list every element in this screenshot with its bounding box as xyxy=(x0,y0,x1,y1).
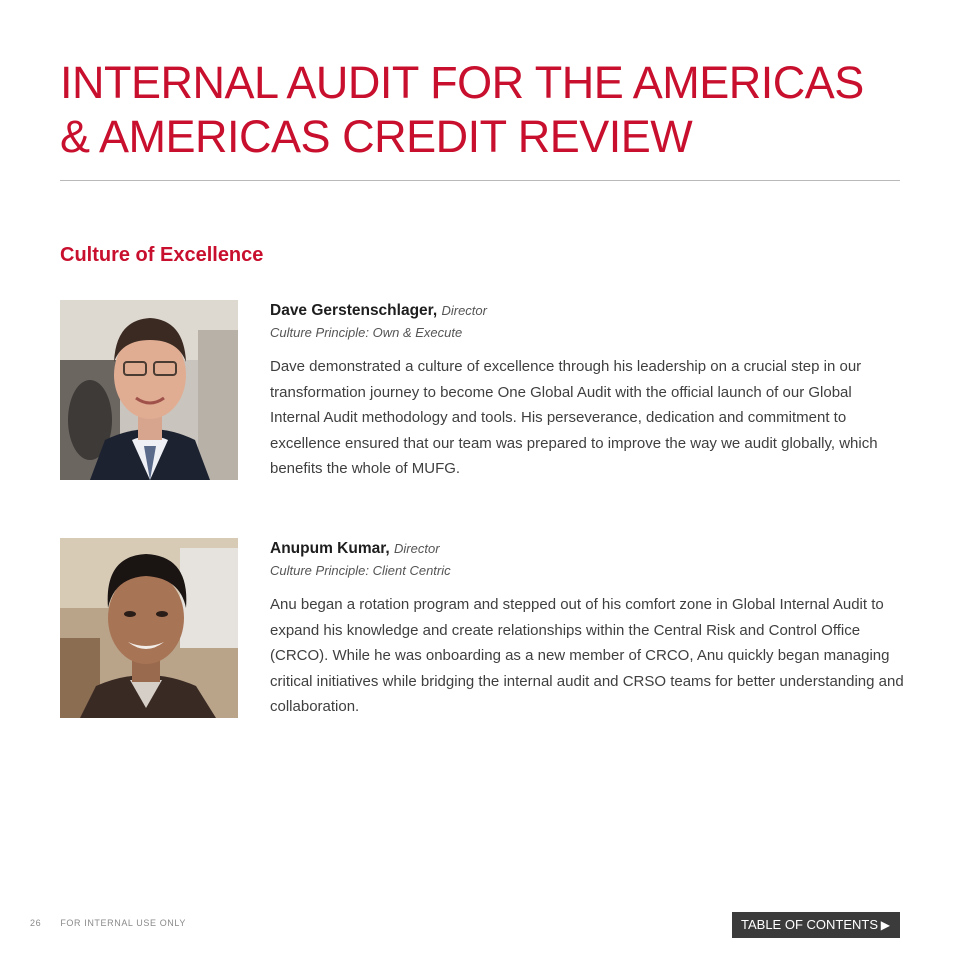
profile-bio xyxy=(270,300,905,482)
classification-label: FOR INTERNAL USE ONLY xyxy=(60,918,186,928)
profile-name-line xyxy=(270,300,905,322)
profile-role: Director xyxy=(441,303,487,318)
profile-bio xyxy=(270,538,905,720)
profile-role: Director xyxy=(394,541,440,556)
page-title-line-1: INTERNAL AUDIT FOR THE AMERICAS xyxy=(60,57,864,108)
table-of-contents-button[interactable] xyxy=(732,912,900,938)
play-arrow-icon: ▶ xyxy=(880,918,890,932)
profile-description: Dave demonstrated a culture of excellence through his leadership on a crucial step in our transformation journey to become One Global Audit with the official launch of our Global Internal Audit methodology and tools. His perseverance, dedication and commitment to excellence ensured that our team was prepared to improve the way we audit globally, which benefits the whole of MUFG. xyxy=(270,358,878,477)
profile-name: Dave Gerstenschlager, xyxy=(270,302,438,319)
page-number: 26 xyxy=(30,918,42,928)
profile-name-line xyxy=(270,538,905,560)
section-heading: Culture of Excellence xyxy=(60,244,264,266)
profile-photo xyxy=(60,300,238,480)
toc-button-label: TABLE OF CONTENTS xyxy=(741,917,878,932)
profile-name: Anupum Kumar, xyxy=(270,540,390,557)
culture-principle: Culture Principle: Client Centric xyxy=(270,563,451,578)
page-title-line-2: & AMERICAS CREDIT REVIEW xyxy=(60,111,693,162)
page-title xyxy=(60,56,920,164)
profile-photo xyxy=(60,538,238,718)
culture-principle: Culture Principle: Own & Execute xyxy=(270,325,463,340)
page-footer xyxy=(30,918,186,928)
title-divider xyxy=(60,180,900,181)
profile-description: Anu began a rotation program and stepped out of his comfort zone in Global Internal Audit to expand his knowledge and create relationships within the Central Risk and Control Office (CRCO). While he was onboarding as a new member of CRCO, Anu quickly began managing critical initiatives while bridging the internal audit and CRSO teams for better understanding and collaboration. xyxy=(270,596,904,715)
